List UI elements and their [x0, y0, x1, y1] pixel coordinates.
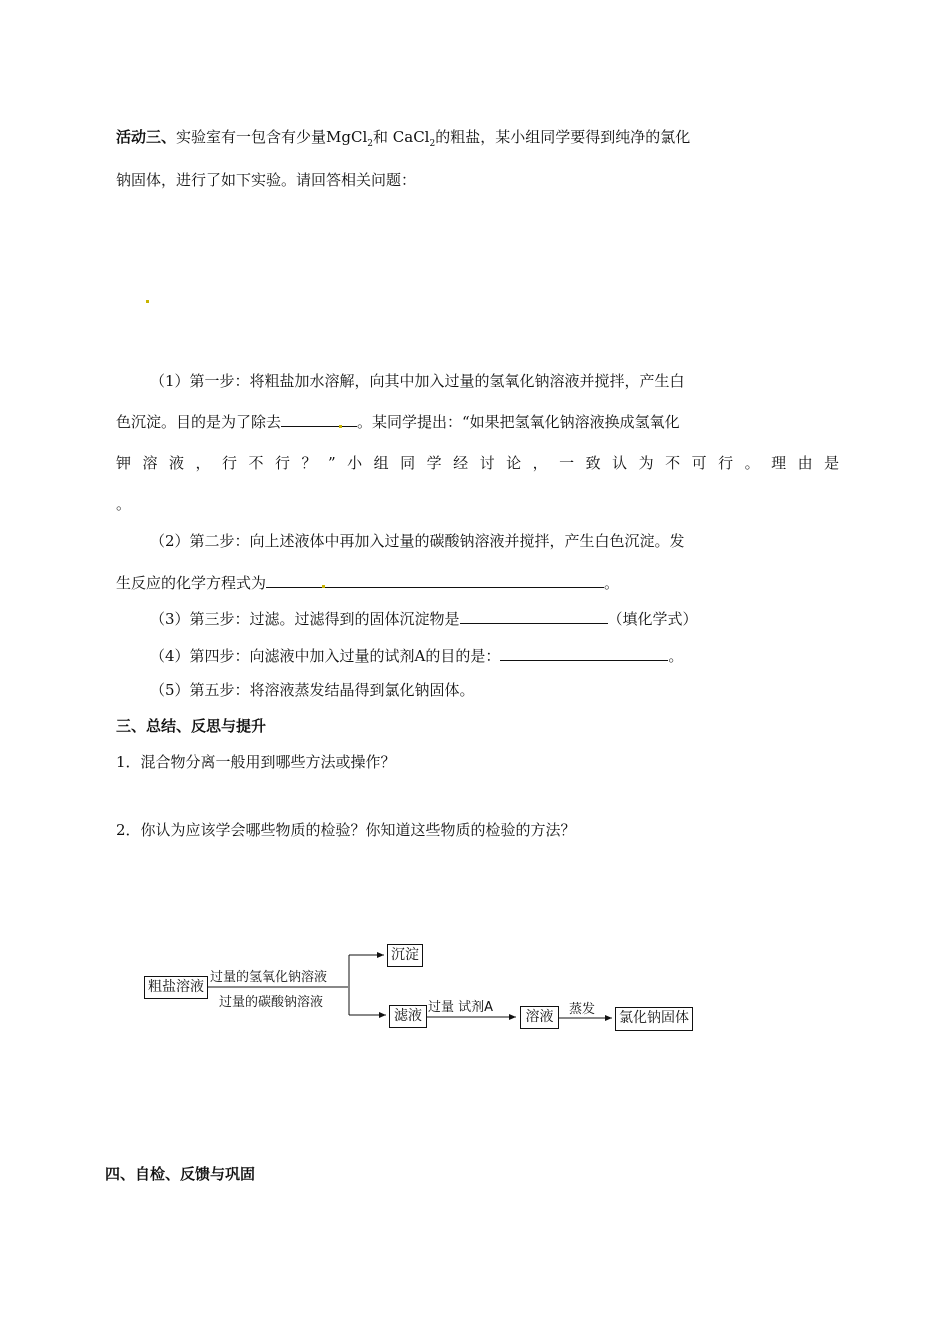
box-solution: 溶液: [520, 1006, 559, 1029]
box-precipitate: 沉淀: [387, 944, 423, 967]
step4-line: （4）第四步：向滤液中加入过量的试剂A的目的是： 。: [150, 647, 684, 665]
step1-line-c: 钾溶液，行不行？”小组同学经讨论，一致认为不可行。理由是: [116, 454, 851, 472]
step2-line-b: 生反应的化学方程式为 。: [116, 574, 620, 592]
box-filtrate: 滤液: [389, 1005, 427, 1028]
step1-line-b: 色沉淀。目的是为了除去 。某同学提出：“如果把氢氧化钠溶液换成氢氧化: [116, 413, 680, 431]
label-na2co3: 过量的碳酸钠溶液: [219, 995, 324, 1010]
step1-line-a: （1）第一步：将粗盐加水溶解，向其中加入过量的氢氧化钠溶液并搅拌，产生白: [150, 372, 685, 390]
label-naoh: 过量的氢氧化钠溶液: [210, 970, 328, 985]
activity-line-2: 钠固体，进行了如下实验。请回答相关问题：: [116, 171, 417, 189]
section4-heading: 四、自检、反馈与巩固: [105, 1165, 256, 1183]
label-evaporate: 蒸发: [569, 1002, 596, 1017]
step1-line-d: 。: [116, 495, 132, 513]
box-crude-salt: 粗盐溶液: [144, 976, 208, 999]
question-1: 1．混合物分离一般用到哪些方法或操作？: [116, 753, 396, 771]
activity-line-1: 活动三、实验室有一包含有少量MgCl$_2$和 CaCl$_2$的粗盐，某小组同学要得到纯净的氯化: [116, 128, 691, 149]
section3-heading: 三、总结、反思与提升: [116, 717, 267, 735]
label-reagent-a: 过量 试剂A: [428, 1000, 494, 1015]
step3-line: （3）第三步：过滤。过滤得到的固体沉淀物是 （填化学式）: [150, 610, 698, 628]
box-nacl-solid: 氯化钠固体: [615, 1007, 693, 1031]
question-2: 2．你认为应该学会哪些物质的检验？你知道这些物质的检验的方法？: [116, 821, 576, 839]
step5-line: （5）第五步：将溶液蒸发结晶得到氯化钠固体。: [150, 681, 475, 699]
step2-line-a: （2）第二步：向上述液体中再加入过量的碳酸钠溶液并搅拌，产生白色沉淀。发: [150, 532, 685, 550]
activity-title: 活动三、: [116, 128, 177, 146]
